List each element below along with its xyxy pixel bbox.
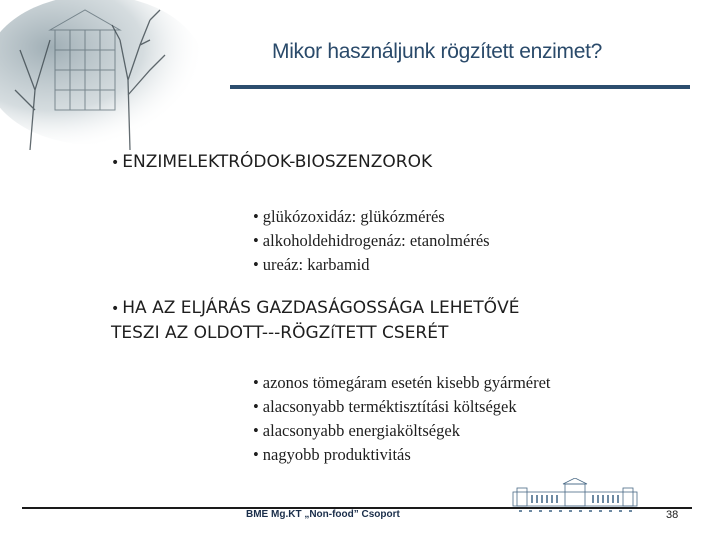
bullet-icon: • — [253, 255, 259, 274]
section1-list — [253, 205, 490, 277]
section1-heading — [111, 150, 432, 175]
list-item: • azonos tömegáram esetén kisebb gyárméret — [253, 373, 551, 392]
list-item: • glükózoxidáz: glükózmérés — [253, 207, 445, 226]
bullet-icon: • — [253, 421, 259, 440]
list-item: • alacsonyabb energiaköltségek — [253, 421, 460, 440]
bullet-icon: • — [253, 397, 259, 416]
bullet-icon: • — [253, 373, 259, 392]
bullet-icon: • — [111, 155, 120, 171]
footer-credit: BME Mg.KT „Non-food” Csoport — [246, 509, 400, 520]
list-item: • alacsonyabb terméktisztítási költségek — [253, 397, 517, 416]
bullet-icon: • — [253, 445, 259, 464]
bullet-icon: • — [111, 301, 120, 317]
slide-title: Mikor használjunk rögzített enzimet? — [272, 40, 603, 63]
list-item: • alkoholdehidrogenáz: etanolmérés — [253, 231, 490, 250]
list-item: • ureáz: karbamid — [253, 255, 370, 274]
building-photo-icon — [0, 0, 250, 150]
section1-heading-text: ENZIMELEKTRÓDOK-BIOSZENZOROK — [122, 152, 433, 172]
section2-heading: • HA AZ ELJÁRÁS GAZDASÁGOSSÁGA LEHETŐVÉ TESZI AZ OLDOTT---RÖGZíTETT CSERÉT — [111, 298, 520, 343]
bullet-icon: • — [253, 231, 259, 250]
section2-list — [253, 371, 551, 467]
university-building-logo-icon — [505, 478, 645, 518]
title-divider — [230, 85, 690, 89]
bullet-icon: • — [253, 207, 259, 226]
page-number: 38 — [666, 509, 679, 521]
list-item: • nagyobb produktivitás — [253, 445, 411, 464]
